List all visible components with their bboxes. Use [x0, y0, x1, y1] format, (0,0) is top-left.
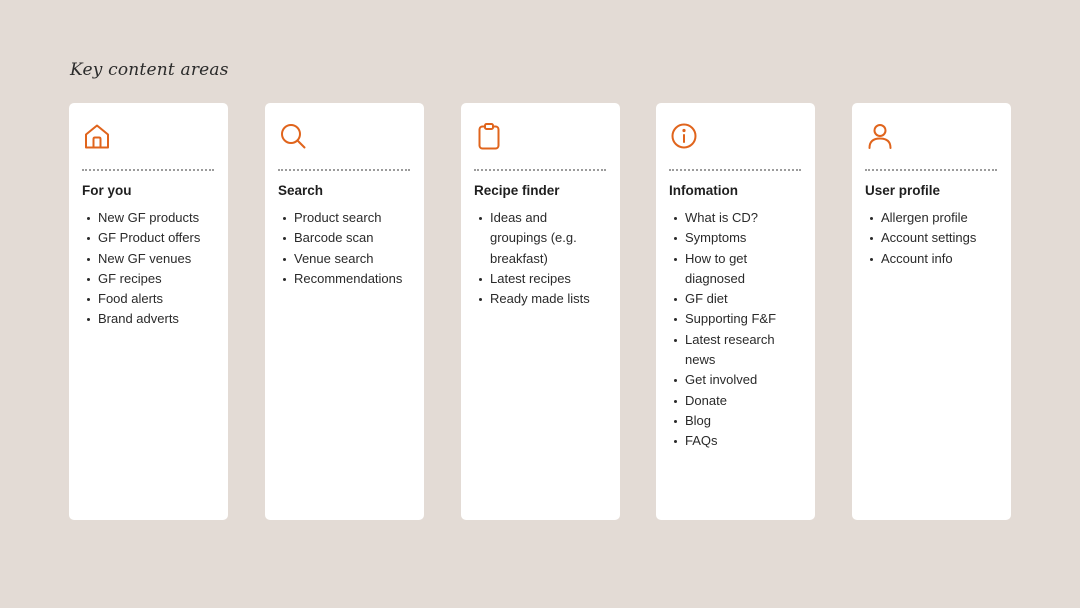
list-item: FAQs: [669, 431, 807, 451]
card-for-you: [69, 103, 228, 520]
list-item: GF recipes: [82, 269, 220, 289]
card-list: [278, 208, 416, 289]
card-list: [474, 208, 612, 309]
list-item: Latest recipes: [474, 269, 612, 289]
card-title: Recipe finder: [474, 183, 560, 198]
home-icon: [83, 122, 111, 150]
card-list: [865, 208, 1003, 269]
card-divider: [82, 169, 214, 171]
list-item: New GF products: [82, 208, 220, 228]
list-item: Venue search: [278, 249, 416, 269]
list-item: Account info: [865, 249, 1003, 269]
user-icon: [866, 122, 894, 150]
card-divider: [474, 169, 606, 171]
list-item: New GF venues: [82, 249, 220, 269]
list-item: Symptoms: [669, 228, 807, 248]
list-item: Account settings: [865, 228, 1003, 248]
list-item: Product search: [278, 208, 416, 228]
card-title: User profile: [865, 183, 941, 198]
list-item: GF diet: [669, 289, 807, 309]
card-search: [265, 103, 424, 520]
card-title: Infomation: [669, 183, 738, 198]
list-item: Ideas and groupings (e.g. breakfast): [474, 208, 612, 269]
page-heading: Key content areas: [70, 60, 229, 80]
search-icon: [279, 122, 307, 150]
list-item: Allergen profile: [865, 208, 1003, 228]
card-recipe-finder: [461, 103, 620, 520]
list-item: Ready made lists: [474, 289, 612, 309]
list-item: GF Product offers: [82, 228, 220, 248]
card-title: Search: [278, 183, 324, 198]
list-item: How to get diagnosed: [669, 249, 807, 290]
card-information: [656, 103, 815, 520]
card-divider: [278, 169, 410, 171]
card-title: For you: [82, 183, 132, 198]
list-item: Brand adverts: [82, 309, 220, 329]
list-item: Barcode scan: [278, 228, 416, 248]
card-divider: [865, 169, 997, 171]
info-icon: [670, 122, 698, 150]
list-item: What is CD?: [669, 208, 807, 228]
card-list: [82, 208, 220, 330]
list-item: Donate: [669, 391, 807, 411]
list-item: Latest research news: [669, 330, 807, 371]
list-item: Blog: [669, 411, 807, 431]
card-list: [669, 208, 807, 452]
list-item: Supporting F&F: [669, 309, 807, 329]
card-user-profile: [852, 103, 1011, 520]
list-item: Get involved: [669, 370, 807, 390]
clipboard-icon: [475, 122, 503, 150]
list-item: Food alerts: [82, 289, 220, 309]
card-divider: [669, 169, 801, 171]
list-item: Recommendations: [278, 269, 416, 289]
